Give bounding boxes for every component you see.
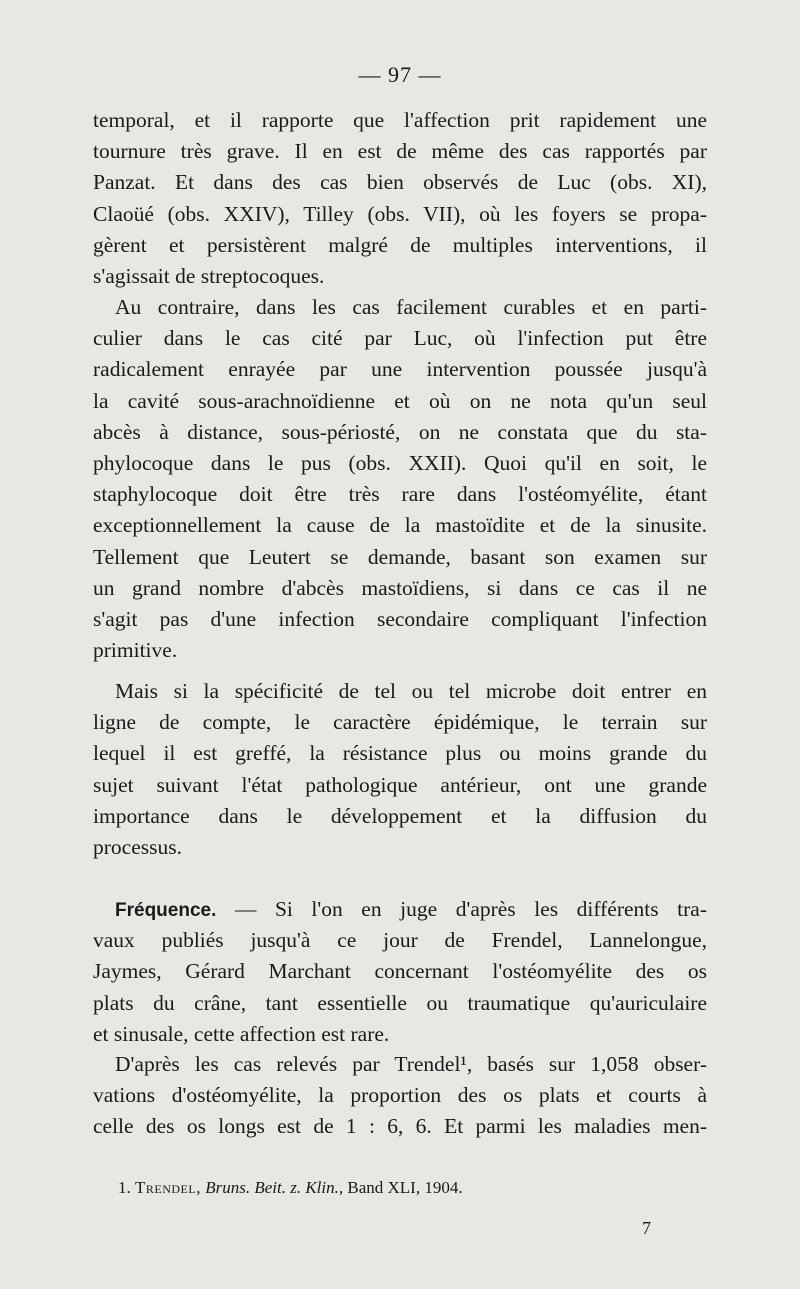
text-line: culier dans le cas cité par Luc, où l'infection put être (93, 326, 707, 351)
text-line (93, 894, 707, 925)
text-line: et sinusale, cette affection est rare. (93, 1021, 390, 1046)
text-line: Jaymes, Gérard Marchant concernant l'ostéomyélite des os (93, 959, 707, 984)
paragraph-1 (93, 105, 707, 292)
text-line: importance dans le développement et la diffusion du (93, 803, 707, 828)
text-line: lequel il est greffé, la résistance plus ou moins grande du (93, 741, 707, 766)
text-line-rest: — Si l'on en juge d'après les différents tra- (216, 897, 707, 921)
text-line: Tellement que Leutert se demande, basant son examen sur (93, 544, 707, 569)
text-line: Mais si la spécificité de tel ou tel microbe doit entrer en (115, 679, 707, 703)
text-line: gèrent et persistèrent malgré de multiples interventions, il (93, 232, 707, 257)
text-line: vations d'ostéomyélite, la proportion des os plats et courts à (93, 1083, 707, 1108)
text-line: plats du crâne, tant essentielle ou traumatique qu'auriculaire (93, 990, 707, 1015)
text-line: sujet suivant l'état pathologique antérieur, ont une grande (93, 772, 707, 797)
text-line: Au contraire, dans les cas facilement curables et en parti- (115, 295, 707, 319)
text-line: exceptionnellement la cause de la mastoïdite et de la sinusite. (93, 513, 707, 538)
text-line: s'agit pas d'une infection secondaire compliquant l'infection (93, 606, 707, 631)
text-line: Claoüé (obs. XXIV), Tilley (obs. VII), où les foyers se propa- (93, 201, 707, 226)
paragraph-2 (93, 292, 707, 666)
text-line: abcès à distance, sous-périosté, on ne constata que du sta- (93, 419, 707, 444)
footnote (118, 1178, 463, 1198)
text-line: phylocoque dans le pus (obs. XXII). Quoi qu'il en soit, le (93, 450, 707, 475)
text-line: un grand nombre d'abcès mastoïdiens, si dans ce cas il ne (93, 575, 707, 600)
footnote-number: 1. (118, 1178, 131, 1197)
paragraph-frequence (93, 894, 707, 1050)
text-line: staphylocoque doit être très rare dans l'ostéomyélite, étant (93, 482, 707, 507)
text-line: primitive. (93, 638, 178, 663)
page-number: — 97 — (358, 62, 442, 87)
footnote-journal: Bruns. Beit. z. Klin., (205, 1178, 344, 1197)
text-line: s'agissait de streptocoques. (93, 263, 325, 288)
text-line: celle des os longs est de 1 : 6, 6. Et parmi les maladies men- (93, 1114, 707, 1139)
text-line: la cavité sous-arachnoïdienne et où on ne nota qu'un seul (93, 388, 707, 413)
text-line: Panzat. Et dans des cas bien observés de Luc (obs. XI), (93, 170, 707, 195)
text-line: temporal, et il rapporte que l'affection prit rapidement une (93, 108, 707, 132)
footnote-rest: Band XLI, 1904. (347, 1178, 463, 1197)
text-line: radicalement enrayée par une intervention poussée jusqu'à (93, 357, 707, 382)
text-line: tournure très grave. Il en est de même des cas rapportés par (93, 139, 707, 164)
text-line: processus. (93, 834, 182, 859)
footnote-author: Trendel, (135, 1178, 201, 1197)
paragraph-5 (93, 1049, 707, 1143)
signature-mark: 7 (642, 1218, 651, 1238)
text-line: D'après les cas relevés par Trendel¹, basés sur 1,058 obser- (115, 1052, 707, 1076)
text-line: vaux publiés jusqu'à ce jour de Frendel, Lannelongue, (93, 928, 707, 953)
paragraph-3 (93, 676, 707, 863)
text-line: ligne de compte, le caractère épidémique, le terrain sur (93, 710, 707, 735)
section-heading: Fréquence. (115, 900, 217, 921)
